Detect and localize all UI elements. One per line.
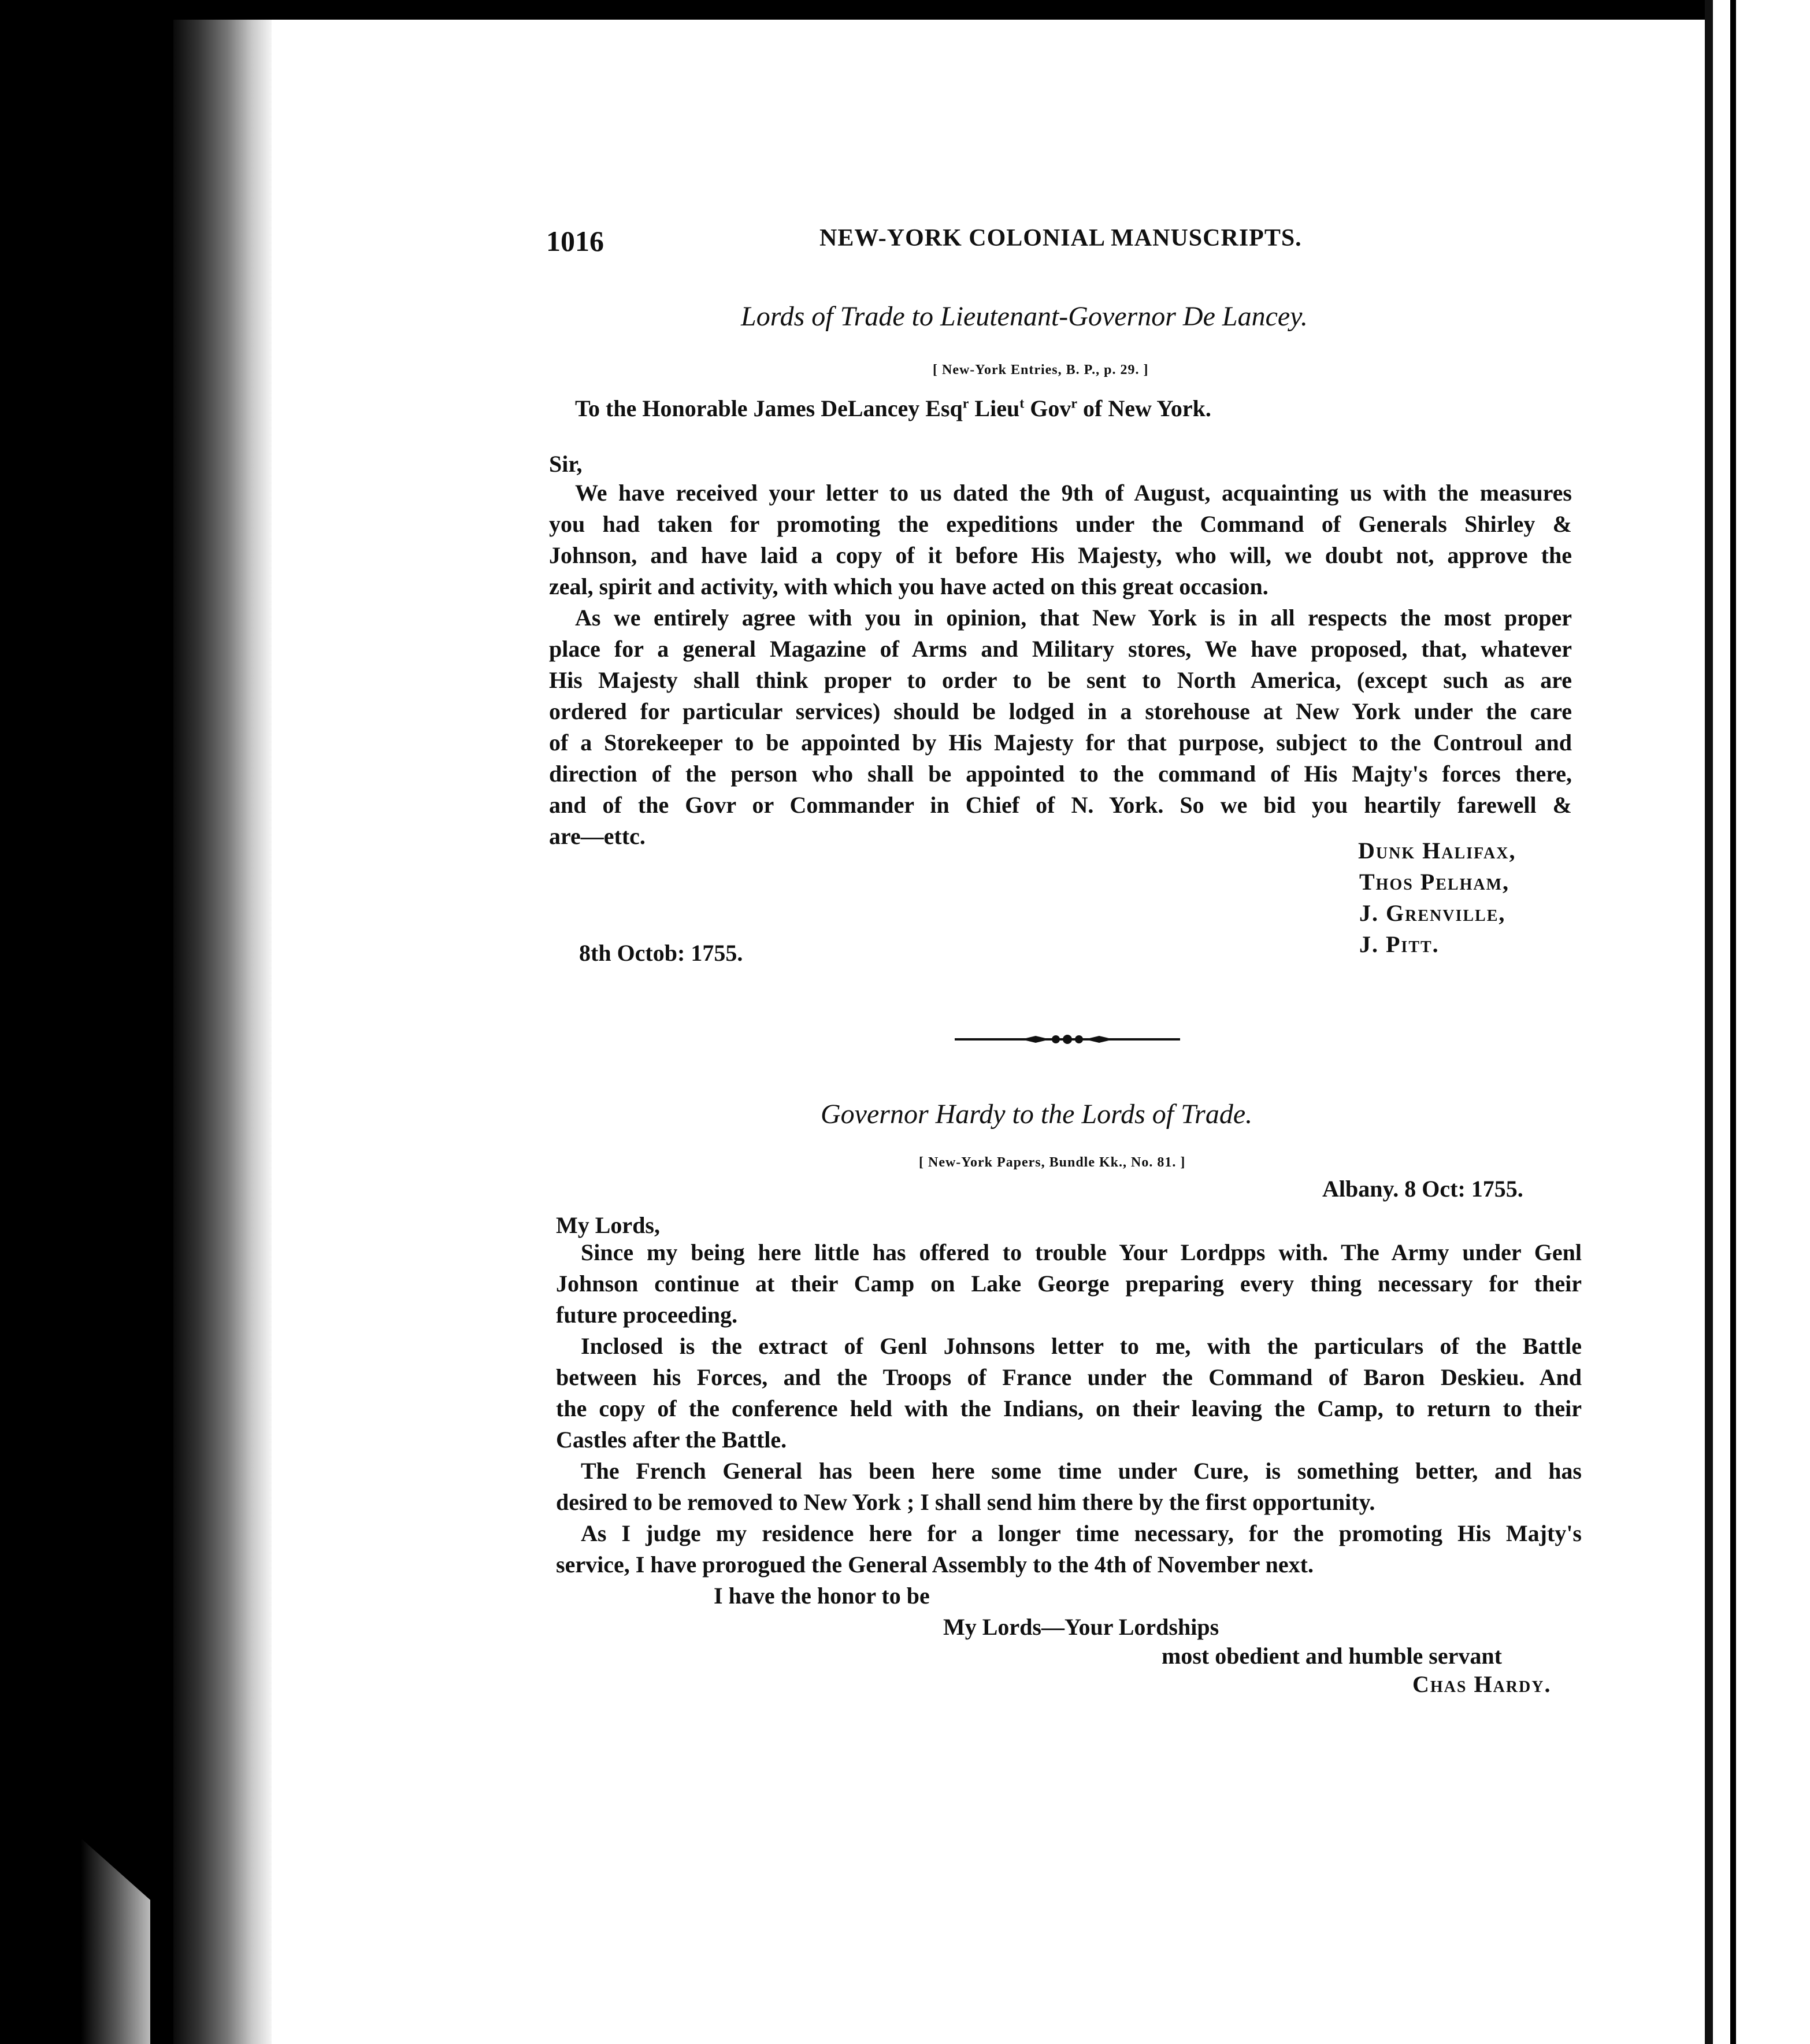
text-line: ordered for particular services) should be lodged in a storehouse at New York under the care [549, 698, 1572, 724]
text-line: you had taken for promoting the expeditions under the Command of Generals Shirley & [549, 511, 1572, 537]
page-right-edge [1705, 0, 1713, 2044]
text-line: The French General has been here some time under Cure, is something better, and has [581, 1458, 1582, 1484]
letter-title: Lords of Trade to Lieutenant-Governor De Lancey. [741, 301, 1308, 332]
text-line: As we entirely agree with you in opinion, that New York is in all respects the most proper [575, 605, 1572, 631]
page-number: 1016 [546, 225, 604, 257]
running-title: NEW-YORK COLONIAL MANUSCRIPTS. [819, 225, 1302, 251]
text-line: and of the Govr or Commander in Chief of N. York. So we bid you heartily farewell & [549, 792, 1572, 818]
text-line: desired to be removed to New York ; I shall send him there by the first opportunity. [556, 1489, 1375, 1515]
place-date: Albany. 8 Oct: 1755. [1322, 1176, 1523, 1202]
letter-title: Governor Hardy to the Lords of Trade. [821, 1099, 1253, 1130]
signatory: J. Grenville, [1359, 900, 1506, 926]
text-line: between his Forces, and the Troops of France under the Command of Baron Deskieu. And [556, 1364, 1582, 1390]
text-line: direction of the person who shall be appointed to the command of His Majty's forces there, [549, 761, 1572, 787]
source-note: [ New-York Papers, Bundle Kk., No. 81. ] [919, 1155, 1186, 1170]
text-line: the copy of the conference held with the Indians, on their leaving the Camp, to return to their [556, 1395, 1582, 1421]
text-line: Johnson, and have laid a copy of it before His Majesty, who will, we doubt not, approve the [549, 542, 1572, 568]
signatory: Thos Pelham, [1359, 869, 1510, 895]
text-line: Johnson continue at their Camp on Lake George preparing every thing necessary for their [556, 1271, 1582, 1297]
closing-line: My Lords—Your Lordships [943, 1614, 1219, 1640]
book-gutter-shadow [173, 20, 272, 2044]
text-line: Since my being here little has offered to trouble Your Lordpps with. The Army under Genl [581, 1239, 1582, 1265]
signatory: J. Pitt. [1359, 931, 1440, 957]
scan-border-left [0, 0, 173, 2044]
scan-border-top [0, 0, 1810, 20]
text-line: Castles after the Battle. [556, 1427, 787, 1453]
next-page-strip [1730, 0, 1810, 2044]
letter-date: 8th Octob: 1755. [579, 940, 743, 966]
text-line: place for a general Magazine of Arms and Military stores, We have proposed, that, whatever [549, 636, 1572, 662]
text-line: As I judge my residence here for a longer time necessary, for the promoting His Majty's [581, 1520, 1582, 1546]
text-line: future proceeding. [556, 1302, 738, 1328]
closing-line: I have the honor to be [714, 1583, 930, 1609]
ornamental-divider [955, 1032, 1180, 1046]
scan-gap [1713, 0, 1730, 2044]
text-line: His Majesty shall think proper to order to be sent to North America, (except such as are [549, 667, 1572, 693]
signature: Chas Hardy. [1412, 1671, 1552, 1697]
text-line: We have received your letter to us dated the 9th of August, acquainting us with the measures [575, 480, 1572, 506]
letter-address: To the Honorable James DeLancey Esq$^r$ Lieu$^t$ Gov$^r$ of New York. [575, 395, 1211, 421]
closing-line: most obedient and humble servant [1162, 1643, 1502, 1669]
source-note: [ New-York Entries, B. P., p. 29. ] [933, 362, 1149, 377]
text-line: of a Storekeeper to be appointed by His Majesty for that purpose, subject to the Controul and [549, 730, 1572, 756]
text-line: service, I have prorogued the General Assembly to the 4th of November next. [556, 1551, 1314, 1578]
salutation: My Lords, [556, 1212, 660, 1238]
signatory: Dunk Halifax, [1358, 838, 1516, 864]
text-line: Inclosed is the extract of Genl Johnsons letter to me, with the particulars of the Battle [581, 1333, 1582, 1359]
text-line: are—ettc. [549, 823, 646, 849]
text-line: zeal, spirit and activity, with which you have acted on this great occasion. [549, 573, 1269, 599]
salutation: Sir, [549, 451, 583, 477]
